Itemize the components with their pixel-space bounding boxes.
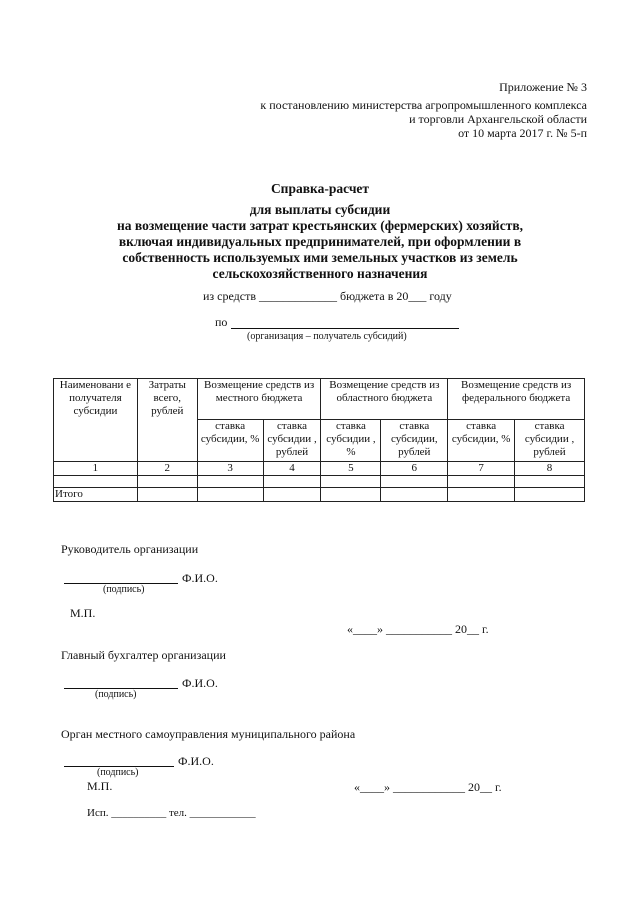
sub-rate-rub-local: ставка субсидии , рублей xyxy=(263,420,321,462)
col-number: 5 xyxy=(321,462,381,476)
authority-fio: Ф.И.О. xyxy=(178,754,214,768)
col-number: 1 xyxy=(54,462,138,476)
decree-line-2: и торговли Архангельской области xyxy=(409,112,587,126)
total-label: Итого xyxy=(54,488,138,502)
authority-date-line: «____» ____________ 20__ г. xyxy=(354,780,502,794)
group-regional-header: Возмещение средств из областного бюджета xyxy=(321,379,448,420)
accountant-fio: Ф.И.О. xyxy=(182,676,218,690)
org-name-line xyxy=(231,328,459,329)
sub-rate-pct-local: ставка субсидии, % xyxy=(197,420,263,462)
subsidy-table xyxy=(53,378,585,502)
authority-label: Орган местного самоуправления муниципального района xyxy=(61,727,356,741)
accountant-label: Главный бухгалтер организации xyxy=(61,648,226,662)
date-line: «____» ___________ 20__ г. xyxy=(347,622,489,636)
head-sign-caption: (подпись) xyxy=(103,584,145,595)
org-caption: (организация – получатель субсидий) xyxy=(247,331,407,342)
decree-line-3: от 10 марта 2017 г. № 5-п xyxy=(458,126,587,140)
col-number: 8 xyxy=(515,462,585,476)
group-federal-header: Возмещение средств из федерального бюджета xyxy=(448,379,585,420)
doc-subtitle-4: собственность используемых ими земельных участков из земель xyxy=(122,250,518,265)
head-fio: Ф.И.О. xyxy=(182,571,218,585)
doc-subtitle-3: включая индивидуальных предпринимателей, при оформлении в xyxy=(118,234,522,249)
sub-rate-rub-regional: ставка субсидии, рублей xyxy=(381,420,448,462)
col-recipient-header: Наименовани е получателя субсидии xyxy=(54,379,138,462)
sub-rate-rub-federal: ставка субсидии , рублей xyxy=(515,420,585,462)
doc-subtitle-5: сельскохозяйственного назначения xyxy=(212,266,428,281)
doc-subtitle-2: на возмещение части затрат крестьянских (фермерских) хозяйств, xyxy=(116,218,523,233)
col-costs-header: Затраты всего, рублей xyxy=(137,379,197,462)
sub-rate-pct-federal: ставка субсидии, % xyxy=(448,420,515,462)
doc-subtitle-1: для выплаты субсидии xyxy=(249,202,391,217)
col-number: 4 xyxy=(263,462,321,476)
col-number: 3 xyxy=(197,462,263,476)
sub-rate-pct-regional: ставка субсидии , % xyxy=(321,420,381,462)
budget-line: из средств _____________ бюджета в 20___ году xyxy=(203,289,452,303)
head-label: Руководитель организации xyxy=(61,542,199,556)
doc-title: Справка-расчет xyxy=(270,181,370,196)
appendix-number: Приложение № 3 xyxy=(499,80,587,94)
col-number: 6 xyxy=(381,462,448,476)
org-prefix: по xyxy=(215,315,228,329)
decree-line-1: к постановлению министерства агропромышленного комплекса xyxy=(260,98,587,112)
authority-stamp: М.П. xyxy=(87,779,113,793)
total-row xyxy=(54,488,585,502)
col-number: 2 xyxy=(137,462,197,476)
executor-line: Исп. __________ тел. ____________ xyxy=(87,807,256,819)
stamp-label: М.П. xyxy=(70,606,96,620)
col-number: 7 xyxy=(448,462,515,476)
authority-sign-caption: (подпись) xyxy=(97,767,139,778)
group-local-header: Возмещение средств из местного бюджета xyxy=(197,379,321,420)
table-row xyxy=(54,476,585,488)
accountant-sign-caption: (подпись) xyxy=(95,689,137,700)
